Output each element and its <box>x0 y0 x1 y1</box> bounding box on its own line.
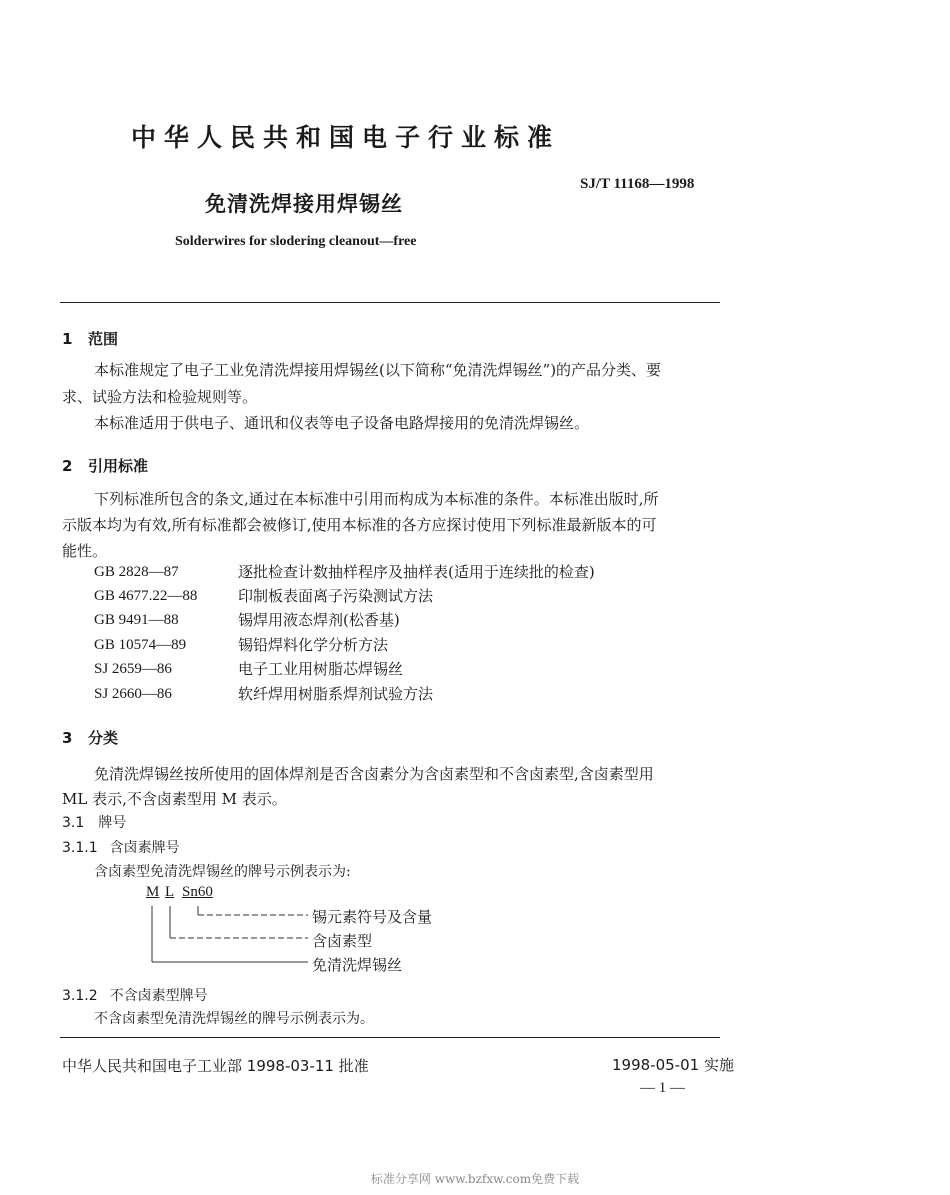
diagram-label-no-clean: 免清洗焊锡丝 <box>312 956 403 974</box>
section-3-1-2-heading <box>62 985 208 1005</box>
section-3-title: 分类 <box>88 729 119 747</box>
reference-title: 印制板表面离子污染测试方法 <box>238 587 434 605</box>
diagram-code-l: L <box>165 884 175 900</box>
reference-code: SJ 2660—86 <box>94 686 172 702</box>
document-title: 免清洗焊接用焊锡丝 <box>205 192 403 216</box>
effective-date: 1998-05-01 实施 <box>612 1056 734 1074</box>
reference-code: GB 2828—87 <box>94 564 179 580</box>
section-3-1-2-title: 不含卤素型牌号 <box>109 988 208 1004</box>
approval-line: 中华人民共和国电子工业部 1998-03-11 批准 <box>62 1057 369 1075</box>
diagram-label-tin: 锡元素符号及含量 <box>312 908 433 926</box>
reference-title: 锡焊用液态焊剂(松香基) <box>238 611 400 629</box>
watermark: 标准分享网 www.bzfxw.com免费下载 <box>370 1172 580 1186</box>
diagram-code-sn: Sn60 <box>182 884 213 900</box>
diagram-label-halogen: 含卤素型 <box>312 932 373 950</box>
section-2-para-line-3: 能性。 <box>62 542 108 560</box>
section-3-1-1-number: 3.1.1 <box>62 840 98 856</box>
section-3-1-title: 牌号 <box>98 815 127 831</box>
section-1-para-2: 本标准适用于供电子、通讯和仪表等电子设备电路焊接用的免清洗焊锡丝。 <box>94 414 590 432</box>
section-2-para-line-2: 示版本均为有效,所有标准都会被修订,使用本标准的各方应探讨使用下列标准最新版本的可 <box>62 516 657 534</box>
page-number: — 1 — <box>640 1080 685 1096</box>
section-3-1-heading <box>62 812 126 832</box>
section-3-1-2-text: 不含卤素型免清洗焊锡丝的牌号示例表示为。 <box>94 1011 374 1027</box>
section-3-heading <box>62 727 118 748</box>
reference-title: 锡铅焊料化学分析方法 <box>238 636 389 654</box>
designation-diagram <box>140 884 480 980</box>
english-title: Solderwires for slodering cleanout—free <box>175 234 417 249</box>
section-3-number: 3 <box>62 729 73 747</box>
section-2-heading <box>62 455 148 476</box>
reference-code: GB 10574—89 <box>94 637 187 653</box>
section-3-1-1-heading <box>62 837 180 857</box>
section-3-1-2-number: 3.1.2 <box>62 988 98 1004</box>
diagram-connector-lines <box>140 884 480 980</box>
section-3-para-line-2: ML 表示,不含卤素型用 M 表示。 <box>62 790 287 808</box>
section-2-number: 2 <box>62 457 73 475</box>
section-1-number: 1 <box>62 330 73 348</box>
section-3-1-1-title: 含卤素牌号 <box>109 840 180 856</box>
reference-title: 电子工业用树脂芯焊锡丝 <box>238 660 404 678</box>
standard-code: SJ/T 11168—1998 <box>580 176 695 192</box>
diagram-code-m: M <box>146 884 160 900</box>
section-2-title: 引用标准 <box>88 457 149 475</box>
section-3-1-1-text: 含卤素型免清洗焊锡丝的牌号示例表示为: <box>94 864 351 880</box>
reference-title: 逐批检查计数抽样程序及抽样表(适用于连续批的检查) <box>238 563 595 581</box>
reference-code: GB 9491—88 <box>94 612 179 628</box>
reference-code: GB 4677.22—88 <box>94 588 198 604</box>
section-1-para-1-line-2: 求、试验方法和检验规则等。 <box>62 388 258 406</box>
reference-code: SJ 2659—86 <box>94 661 172 677</box>
section-3-para-line-1: 免清洗焊锡丝按所使用的固体焊剂是否含卤素分为含卤素型和不含卤素型,含卤素型用 <box>94 765 654 783</box>
section-2-para-line-1: 下列标准所包含的条文,通过在本标准中引用而构成为本标准的条件。本标准出版时,所 <box>94 490 659 508</box>
reference-title: 软纤焊用树脂系焊剂试验方法 <box>238 685 434 703</box>
standard-org-title: 中华人民共和国电子行业标准 <box>131 123 561 152</box>
footer-divider <box>60 1037 720 1038</box>
section-1-heading <box>62 328 118 349</box>
section-1-title: 范围 <box>88 330 119 348</box>
section-3-1-number: 3.1 <box>62 815 85 831</box>
section-1-para-1-line-1: 本标准规定了电子工业免清洗焊接用焊锡丝(以下简称“免清洗焊锡丝”)的产品分类、要 <box>94 361 662 379</box>
header-divider <box>60 302 720 303</box>
